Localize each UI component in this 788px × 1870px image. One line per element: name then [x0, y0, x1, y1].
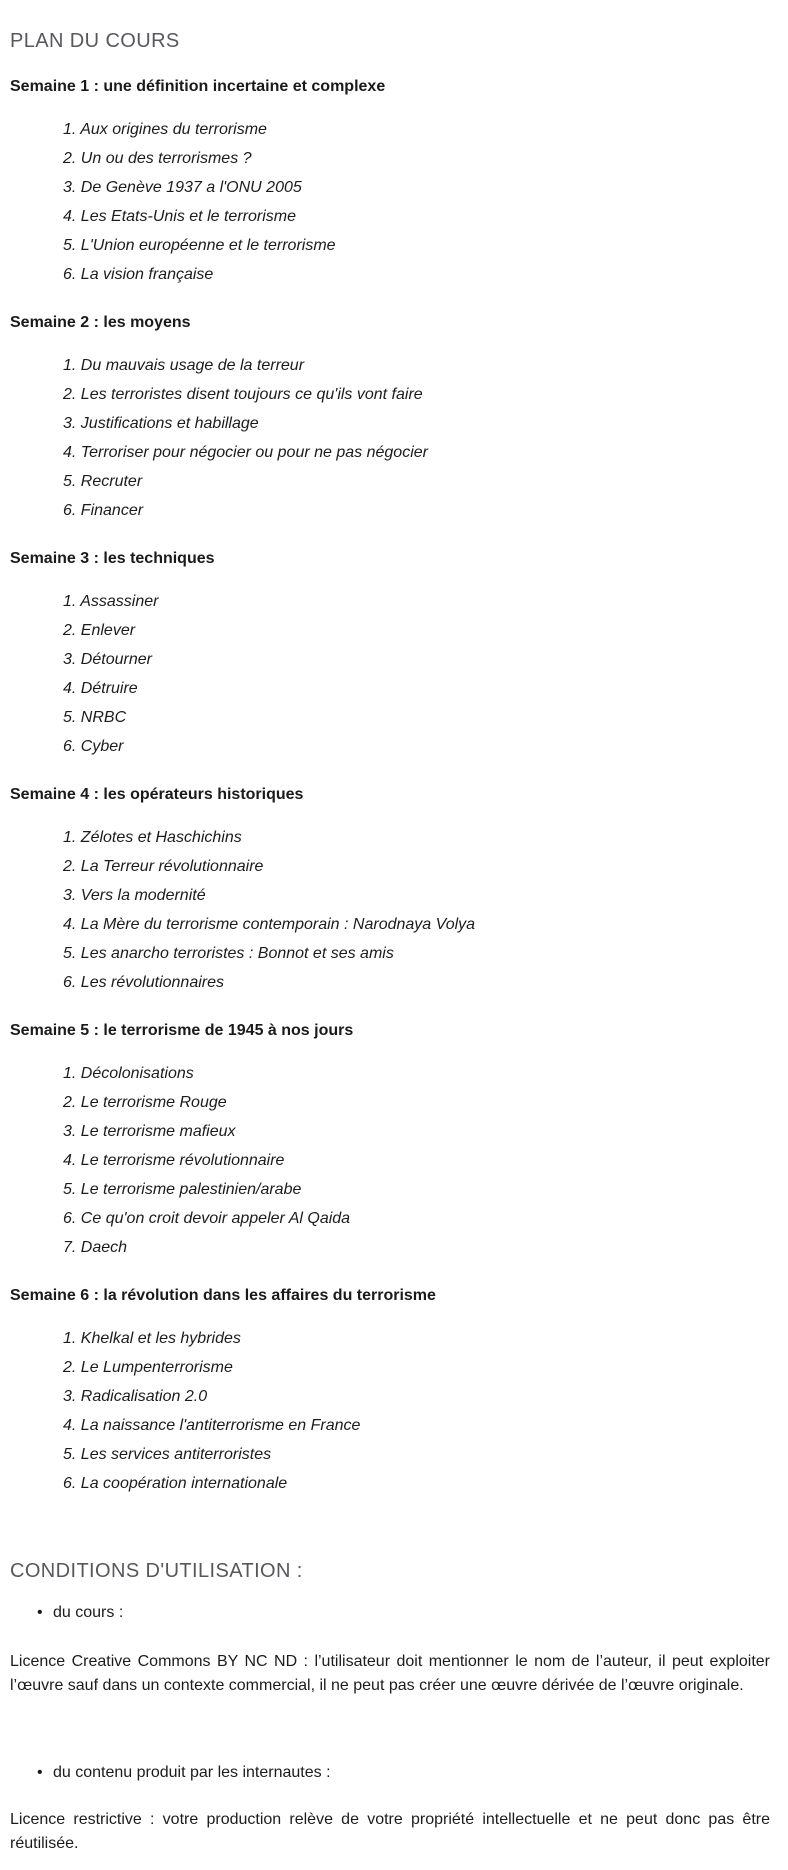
week-heading: Semaine 6 : la révolution dans les affaires du terrorisme — [10, 1287, 436, 1304]
licence-paragraph-user-content: Licence restrictive : votre production relève de votre propriété intellectuelle et ne peut donc pas être réutilisée. — [10, 1811, 770, 1852]
lesson-item: La coopération internationale — [80, 1475, 288, 1492]
lesson-item: L'Union européenne et le terrorisme — [80, 237, 336, 254]
lesson-item: Les terroristes disent toujours ce qu'ils vont faire — [80, 386, 423, 403]
conditions-bullet-list-user-content — [10, 1763, 770, 1783]
week-heading: Semaine 1 : une définition incertaine et complexe — [10, 78, 386, 95]
week-heading: Semaine 4 : les opérateurs historiques — [10, 786, 304, 803]
lesson-item: Radicalisation 2.0 — [80, 1388, 208, 1405]
lesson-item: Zélotes et Haschichins — [80, 829, 242, 846]
lesson-item: NRBC — [80, 709, 127, 726]
lesson-item: Le Lumpenterrorisme — [80, 1359, 233, 1376]
lesson-item: Les Etats-Unis et le terrorisme — [80, 208, 296, 225]
course-plan-page — [0, 30, 788, 1870]
lesson-item: Le terrorisme palestinien/arabe — [80, 1181, 302, 1198]
week-lesson-list — [10, 115, 770, 289]
lesson-item: Aux origines du terrorisme — [80, 121, 267, 138]
week-heading: Semaine 5 : le terrorisme de 1945 à nos jours — [10, 1022, 354, 1039]
lesson-item: De Genève 1937 a l'ONU 2005 — [80, 179, 302, 196]
lesson-item: Le terrorisme révolutionnaire — [80, 1152, 285, 1169]
week-lesson-list — [10, 1324, 770, 1498]
week-lesson-list — [10, 351, 770, 525]
lesson-item: Les services antiterroristes — [80, 1446, 272, 1463]
week-lesson-list — [10, 823, 770, 997]
week-lesson-list — [10, 1059, 770, 1262]
week-heading: Semaine 3 : les techniques — [10, 550, 215, 567]
lesson-item: Les révolutionnaires — [80, 974, 224, 991]
lesson-item: Daech — [80, 1239, 128, 1256]
lesson-item: Le terrorisme Rouge — [80, 1094, 227, 1111]
plan-title: PLAN DU COURS — [10, 30, 180, 52]
lesson-item: Le terrorisme mafieux — [80, 1123, 236, 1140]
licence-paragraph-course: Licence Creative Commons BY NC ND : l’utilisateur doit mentionner le nom de l’auteur, il peut exploiter l’œuvre sauf dans un contexte commercial, il ne peut pas créer une œuvre dérivée de l’œuvre originale. — [10, 1653, 770, 1694]
lesson-item: Recruter — [80, 473, 143, 490]
week-heading: Semaine 2 : les moyens — [10, 314, 191, 331]
lesson-item: Ce qu'on croit devoir appeler Al Qaida — [80, 1210, 351, 1227]
conditions-title: CONDITIONS D'UTILISATION : — [10, 1560, 303, 1582]
lesson-item: Un ou des terrorismes ? — [80, 150, 252, 167]
lesson-item: Décolonisations — [80, 1065, 194, 1082]
week-lesson-list — [10, 587, 770, 761]
bullet-item-user-content: • du contenu produit par les internautes : — [37, 1763, 770, 1783]
lesson-item: Justifications et habillage — [80, 415, 259, 432]
weeks-container — [10, 77, 770, 1498]
lesson-item: Terroriser pour négocier ou pour ne pas négocier — [80, 444, 428, 461]
lesson-item: Vers la modernité — [80, 887, 206, 904]
lesson-item: La Mère du terrorisme contemporain : Narodnaya Volya — [80, 916, 476, 933]
conditions-bullet-list-course — [10, 1603, 770, 1623]
lesson-item: Cyber — [80, 738, 124, 755]
lesson-item: Les anarcho terroristes : Bonnot et ses amis — [80, 945, 394, 962]
lesson-item: Détourner — [80, 651, 152, 668]
lesson-item: Du mauvais usage de la terreur — [80, 357, 305, 374]
lesson-item: Enlever — [80, 622, 136, 639]
lesson-item: Khelkal et les hybrides — [80, 1330, 241, 1347]
lesson-item: Assassiner — [80, 593, 159, 610]
lesson-item: La vision française — [80, 266, 214, 283]
lesson-item: Détruire — [80, 680, 138, 697]
lesson-item: Financer — [80, 502, 144, 519]
lesson-item: La Terreur révolutionnaire — [80, 858, 264, 875]
lesson-item: La naissance l'antiterrorisme en France — [80, 1417, 361, 1434]
bullet-item-course: • du cours : — [37, 1603, 770, 1623]
